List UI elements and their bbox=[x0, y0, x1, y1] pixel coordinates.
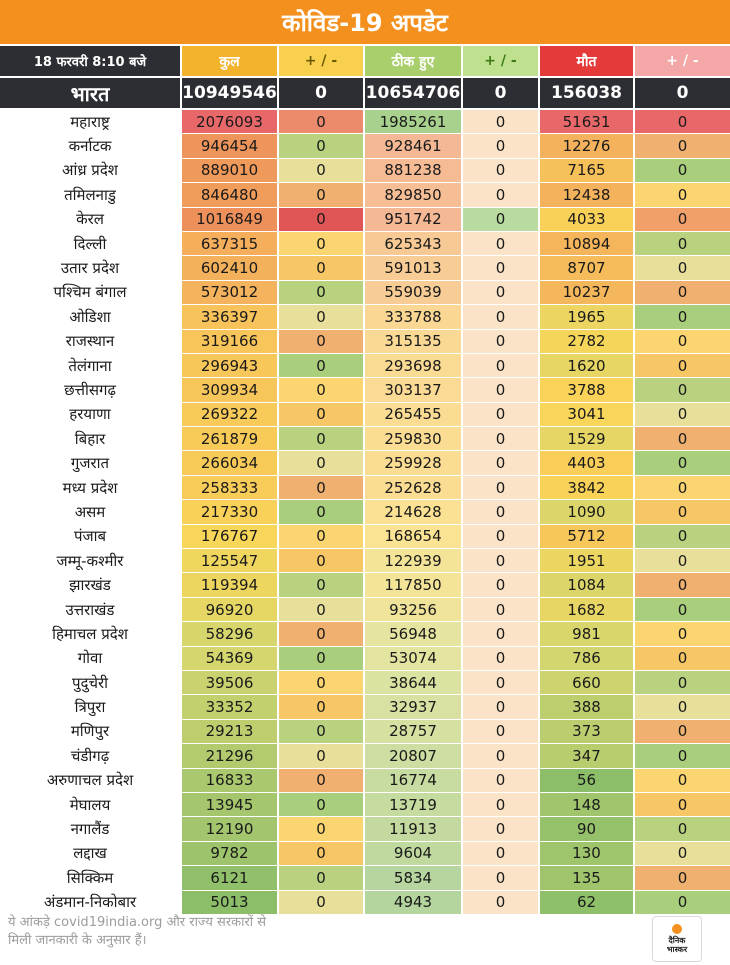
state-deaths: 8707 bbox=[540, 256, 635, 279]
state-recovered-change: 0 bbox=[463, 891, 540, 914]
state-name: कर्नाटक bbox=[0, 134, 182, 157]
state-name: छत्तीसगढ़ bbox=[0, 378, 182, 401]
state-recovered: 20807 bbox=[365, 744, 463, 767]
state-deaths-change: 0 bbox=[635, 769, 730, 792]
state-recovered-change: 0 bbox=[463, 817, 540, 840]
state-recovered: 122939 bbox=[365, 549, 463, 572]
india-recovered: 10654706 bbox=[365, 78, 463, 108]
table-row bbox=[0, 208, 730, 232]
table-row bbox=[0, 842, 730, 866]
state-deaths: 135 bbox=[540, 866, 635, 889]
state-deaths: 4033 bbox=[540, 208, 635, 231]
state-recovered-change: 0 bbox=[463, 110, 540, 133]
state-total-change: 0 bbox=[279, 183, 365, 206]
state-total: 176767 bbox=[182, 525, 279, 548]
state-name: बिहार bbox=[0, 427, 182, 450]
table-row bbox=[0, 451, 730, 475]
state-total-change: 0 bbox=[279, 354, 365, 377]
state-recovered-change: 0 bbox=[463, 622, 540, 645]
state-name: अरुणाचल प्रदेश bbox=[0, 769, 182, 792]
state-name: पंजाब bbox=[0, 525, 182, 548]
state-deaths: 51631 bbox=[540, 110, 635, 133]
state-total-change: 0 bbox=[279, 647, 365, 670]
state-name: दिल्ली bbox=[0, 232, 182, 255]
india-total-change: 0 bbox=[279, 78, 365, 108]
state-deaths: 90 bbox=[540, 817, 635, 840]
state-name: मध्य प्रदेश bbox=[0, 476, 182, 499]
state-recovered: 829850 bbox=[365, 183, 463, 206]
update-time: 18 फरवरी 8:10 बजे bbox=[0, 46, 182, 76]
state-total-change: 0 bbox=[279, 891, 365, 914]
table-row bbox=[0, 573, 730, 597]
state-deaths: 7165 bbox=[540, 159, 635, 182]
state-total-change: 0 bbox=[279, 817, 365, 840]
state-recovered-change: 0 bbox=[463, 208, 540, 231]
state-recovered-change: 0 bbox=[463, 769, 540, 792]
state-deaths: 981 bbox=[540, 622, 635, 645]
table-row bbox=[0, 330, 730, 354]
state-recovered: 117850 bbox=[365, 573, 463, 596]
state-deaths: 56 bbox=[540, 769, 635, 792]
state-deaths-change: 0 bbox=[635, 330, 730, 353]
state-recovered-change: 0 bbox=[463, 793, 540, 816]
state-total: 13945 bbox=[182, 793, 279, 816]
state-recovered: 32937 bbox=[365, 695, 463, 718]
state-recovered: 259928 bbox=[365, 451, 463, 474]
state-deaths: 3788 bbox=[540, 378, 635, 401]
table-row bbox=[0, 281, 730, 305]
state-name: अंडमान-निकोबार bbox=[0, 891, 182, 914]
state-recovered: 252628 bbox=[365, 476, 463, 499]
state-recovered: 625343 bbox=[365, 232, 463, 255]
state-total-change: 0 bbox=[279, 866, 365, 889]
state-total-change: 0 bbox=[279, 330, 365, 353]
table-row bbox=[0, 866, 730, 890]
state-recovered-change: 0 bbox=[463, 159, 540, 182]
state-total: 296943 bbox=[182, 354, 279, 377]
state-name: आंध्र प्रदेश bbox=[0, 159, 182, 182]
state-recovered-change: 0 bbox=[463, 305, 540, 328]
state-deaths: 347 bbox=[540, 744, 635, 767]
state-recovered: 293698 bbox=[365, 354, 463, 377]
state-total: 266034 bbox=[182, 451, 279, 474]
state-recovered-change: 0 bbox=[463, 281, 540, 304]
state-recovered-change: 0 bbox=[463, 427, 540, 450]
state-name: त्रिपुरा bbox=[0, 695, 182, 718]
state-name: मणिपुर bbox=[0, 720, 182, 743]
state-total-change: 0 bbox=[279, 281, 365, 304]
state-total: 258333 bbox=[182, 476, 279, 499]
state-total-change: 0 bbox=[279, 573, 365, 596]
state-deaths: 10894 bbox=[540, 232, 635, 255]
india-deaths: 156038 bbox=[540, 78, 635, 108]
state-deaths-change: 0 bbox=[635, 378, 730, 401]
state-deaths-change: 0 bbox=[635, 525, 730, 548]
state-name: तमिलनाडु bbox=[0, 183, 182, 206]
state-total-change: 0 bbox=[279, 671, 365, 694]
state-deaths-change: 0 bbox=[635, 281, 730, 304]
state-recovered-change: 0 bbox=[463, 451, 540, 474]
state-recovered-change: 0 bbox=[463, 403, 540, 426]
state-deaths-change: 0 bbox=[635, 183, 730, 206]
state-total-change: 0 bbox=[279, 769, 365, 792]
table-row bbox=[0, 476, 730, 500]
state-recovered-change: 0 bbox=[463, 476, 540, 499]
state-total-change: 0 bbox=[279, 232, 365, 255]
state-total: 309934 bbox=[182, 378, 279, 401]
state-recovered: 13719 bbox=[365, 793, 463, 816]
state-recovered-change: 0 bbox=[463, 647, 540, 670]
state-total: 6121 bbox=[182, 866, 279, 889]
table-row bbox=[0, 817, 730, 841]
state-recovered: 168654 bbox=[365, 525, 463, 548]
state-deaths: 4403 bbox=[540, 451, 635, 474]
state-recovered: 214628 bbox=[365, 500, 463, 523]
state-deaths-change: 0 bbox=[635, 744, 730, 767]
state-name: महाराष्ट्र bbox=[0, 110, 182, 133]
state-recovered: 333788 bbox=[365, 305, 463, 328]
state-deaths-change: 0 bbox=[635, 256, 730, 279]
state-deaths-change: 0 bbox=[635, 159, 730, 182]
source-note-line-2: मिली जानकारी के अनुसार हैं। bbox=[8, 933, 147, 948]
state-total: 946454 bbox=[182, 134, 279, 157]
state-recovered: 9604 bbox=[365, 842, 463, 865]
table-row bbox=[0, 695, 730, 719]
state-recovered: 4943 bbox=[365, 891, 463, 914]
state-total-change: 0 bbox=[279, 159, 365, 182]
dainik-bhaskar-logo bbox=[652, 916, 702, 962]
state-total-change: 0 bbox=[279, 622, 365, 645]
state-name: ओडिशा bbox=[0, 305, 182, 328]
state-deaths-change: 0 bbox=[635, 793, 730, 816]
table-row bbox=[0, 427, 730, 451]
table-row bbox=[0, 549, 730, 573]
table-row bbox=[0, 744, 730, 768]
state-recovered: 93256 bbox=[365, 598, 463, 621]
state-total: 336397 bbox=[182, 305, 279, 328]
state-total-change: 0 bbox=[279, 110, 365, 133]
state-total-change: 0 bbox=[279, 451, 365, 474]
state-deaths-change: 0 bbox=[635, 427, 730, 450]
table-row bbox=[0, 598, 730, 622]
state-recovered-change: 0 bbox=[463, 671, 540, 694]
header-total-change: + / - bbox=[279, 46, 365, 76]
state-deaths: 12276 bbox=[540, 134, 635, 157]
state-recovered: 38644 bbox=[365, 671, 463, 694]
table-row bbox=[0, 183, 730, 207]
table-row bbox=[0, 305, 730, 329]
state-total-change: 0 bbox=[279, 403, 365, 426]
state-deaths: 3041 bbox=[540, 403, 635, 426]
state-deaths-change: 0 bbox=[635, 110, 730, 133]
state-total: 16833 bbox=[182, 769, 279, 792]
state-total: 29213 bbox=[182, 720, 279, 743]
state-recovered: 56948 bbox=[365, 622, 463, 645]
state-total-change: 0 bbox=[279, 476, 365, 499]
state-deaths: 5712 bbox=[540, 525, 635, 548]
table-header bbox=[0, 46, 730, 76]
header-deaths-change: + / - bbox=[635, 46, 730, 76]
state-recovered-change: 0 bbox=[463, 549, 540, 572]
table-row bbox=[0, 354, 730, 378]
state-deaths: 1084 bbox=[540, 573, 635, 596]
state-deaths: 12438 bbox=[540, 183, 635, 206]
state-recovered-change: 0 bbox=[463, 744, 540, 767]
state-deaths: 1090 bbox=[540, 500, 635, 523]
state-total: 637315 bbox=[182, 232, 279, 255]
state-name: पश्चिम बंगाल bbox=[0, 281, 182, 304]
state-name: हरयाणा bbox=[0, 403, 182, 426]
state-recovered: 1985261 bbox=[365, 110, 463, 133]
state-name: पुदुचेरी bbox=[0, 671, 182, 694]
state-total-change: 0 bbox=[279, 598, 365, 621]
india-label: भारत bbox=[0, 78, 182, 108]
state-recovered-change: 0 bbox=[463, 183, 540, 206]
state-recovered-change: 0 bbox=[463, 695, 540, 718]
state-total: 261879 bbox=[182, 427, 279, 450]
state-name: केरल bbox=[0, 208, 182, 231]
state-total: 1016849 bbox=[182, 208, 279, 231]
state-recovered-change: 0 bbox=[463, 134, 540, 157]
state-total: 846480 bbox=[182, 183, 279, 206]
table-row bbox=[0, 671, 730, 695]
state-recovered-change: 0 bbox=[463, 525, 540, 548]
header-recovered: ठीक हुए bbox=[365, 46, 463, 76]
state-total-change: 0 bbox=[279, 134, 365, 157]
state-name: गोवा bbox=[0, 647, 182, 670]
table-row bbox=[0, 525, 730, 549]
state-total: 2076093 bbox=[182, 110, 279, 133]
state-total: 125547 bbox=[182, 549, 279, 572]
state-total: 602410 bbox=[182, 256, 279, 279]
state-name: उत्तराखंड bbox=[0, 598, 182, 621]
state-name: गुजरात bbox=[0, 451, 182, 474]
table-row bbox=[0, 110, 730, 134]
state-deaths-change: 0 bbox=[635, 354, 730, 377]
state-total: 58296 bbox=[182, 622, 279, 645]
state-name: असम bbox=[0, 500, 182, 523]
state-deaths: 1682 bbox=[540, 598, 635, 621]
source-note-line-1: ये आंकड़े covid19india.org और राज्य सरकारों से bbox=[8, 915, 267, 930]
state-deaths-change: 0 bbox=[635, 695, 730, 718]
state-total: 96920 bbox=[182, 598, 279, 621]
state-recovered-change: 0 bbox=[463, 866, 540, 889]
state-recovered: 53074 bbox=[365, 647, 463, 670]
state-recovered: 16774 bbox=[365, 769, 463, 792]
state-recovered: 303137 bbox=[365, 378, 463, 401]
state-recovered-change: 0 bbox=[463, 330, 540, 353]
state-total: 573012 bbox=[182, 281, 279, 304]
header-recovered-change: + / - bbox=[463, 46, 540, 76]
state-total: 33352 bbox=[182, 695, 279, 718]
table-row bbox=[0, 647, 730, 671]
state-total: 217330 bbox=[182, 500, 279, 523]
state-total: 12190 bbox=[182, 817, 279, 840]
state-recovered: 5834 bbox=[365, 866, 463, 889]
state-deaths-change: 0 bbox=[635, 573, 730, 596]
india-recovered-change: 0 bbox=[463, 78, 540, 108]
state-deaths-change: 0 bbox=[635, 891, 730, 914]
state-deaths-change: 0 bbox=[635, 866, 730, 889]
state-name: नगालैंड bbox=[0, 817, 182, 840]
state-name: झारखंड bbox=[0, 573, 182, 596]
state-total-change: 0 bbox=[279, 549, 365, 572]
state-recovered-change: 0 bbox=[463, 598, 540, 621]
state-name: तेलंगाना bbox=[0, 354, 182, 377]
india-total-row bbox=[0, 78, 730, 108]
state-recovered-change: 0 bbox=[463, 842, 540, 865]
state-deaths: 62 bbox=[540, 891, 635, 914]
state-total-change: 0 bbox=[279, 256, 365, 279]
state-deaths: 786 bbox=[540, 647, 635, 670]
state-deaths: 130 bbox=[540, 842, 635, 865]
state-total: 5013 bbox=[182, 891, 279, 914]
state-recovered: 315135 bbox=[365, 330, 463, 353]
header-deaths: मौत bbox=[540, 46, 635, 76]
state-name: लद्दाख bbox=[0, 842, 182, 865]
state-total-change: 0 bbox=[279, 744, 365, 767]
state-recovered: 591013 bbox=[365, 256, 463, 279]
state-recovered: 259830 bbox=[365, 427, 463, 450]
state-recovered-change: 0 bbox=[463, 500, 540, 523]
state-total-change: 0 bbox=[279, 427, 365, 450]
table-row bbox=[0, 793, 730, 817]
table-row bbox=[0, 622, 730, 646]
state-deaths: 1620 bbox=[540, 354, 635, 377]
state-total: 889010 bbox=[182, 159, 279, 182]
state-deaths: 3842 bbox=[540, 476, 635, 499]
state-recovered: 28757 bbox=[365, 720, 463, 743]
state-recovered: 881238 bbox=[365, 159, 463, 182]
state-name: उतार प्रदेश bbox=[0, 256, 182, 279]
state-name: सिक्किम bbox=[0, 866, 182, 889]
state-recovered-change: 0 bbox=[463, 720, 540, 743]
state-total: 119394 bbox=[182, 573, 279, 596]
source-note bbox=[8, 914, 368, 950]
state-deaths-change: 0 bbox=[635, 671, 730, 694]
state-total-change: 0 bbox=[279, 378, 365, 401]
state-total-change: 0 bbox=[279, 208, 365, 231]
state-deaths-change: 0 bbox=[635, 598, 730, 621]
state-recovered-change: 0 bbox=[463, 256, 540, 279]
state-deaths: 2782 bbox=[540, 330, 635, 353]
state-recovered-change: 0 bbox=[463, 573, 540, 596]
page-title: कोविड-19 अपडेट bbox=[0, 0, 730, 44]
state-total-change: 0 bbox=[279, 793, 365, 816]
state-name: जम्मू-कश्मीर bbox=[0, 549, 182, 572]
table-row bbox=[0, 891, 730, 915]
state-deaths-change: 0 bbox=[635, 208, 730, 231]
state-deaths: 10237 bbox=[540, 281, 635, 304]
state-recovered: 11913 bbox=[365, 817, 463, 840]
state-recovered: 951742 bbox=[365, 208, 463, 231]
table-row bbox=[0, 159, 730, 183]
state-total-change: 0 bbox=[279, 500, 365, 523]
state-recovered-change: 0 bbox=[463, 232, 540, 255]
table-row bbox=[0, 256, 730, 280]
table-row bbox=[0, 378, 730, 402]
state-recovered: 265455 bbox=[365, 403, 463, 426]
state-name: मेघालय bbox=[0, 793, 182, 816]
state-total: 21296 bbox=[182, 744, 279, 767]
state-name: राजस्थान bbox=[0, 330, 182, 353]
state-deaths: 1529 bbox=[540, 427, 635, 450]
table-row bbox=[0, 403, 730, 427]
state-total-change: 0 bbox=[279, 842, 365, 865]
state-recovered: 928461 bbox=[365, 134, 463, 157]
state-deaths-change: 0 bbox=[635, 549, 730, 572]
state-total-change: 0 bbox=[279, 720, 365, 743]
table-row bbox=[0, 134, 730, 158]
state-total: 9782 bbox=[182, 842, 279, 865]
state-recovered-change: 0 bbox=[463, 354, 540, 377]
state-deaths-change: 0 bbox=[635, 476, 730, 499]
india-deaths-change: 0 bbox=[676, 83, 689, 103]
logo-line-2: भास्कर bbox=[666, 945, 688, 954]
state-name: चंडीगढ़ bbox=[0, 744, 182, 767]
state-total: 319166 bbox=[182, 330, 279, 353]
state-total: 39506 bbox=[182, 671, 279, 694]
state-deaths: 1951 bbox=[540, 549, 635, 572]
state-deaths-change: 0 bbox=[635, 720, 730, 743]
state-deaths-change: 0 bbox=[635, 403, 730, 426]
state-deaths-change: 0 bbox=[635, 817, 730, 840]
state-deaths-change: 0 bbox=[635, 134, 730, 157]
state-recovered-change: 0 bbox=[463, 378, 540, 401]
state-deaths-change: 0 bbox=[635, 622, 730, 645]
state-deaths-change: 0 bbox=[635, 647, 730, 670]
state-deaths: 1965 bbox=[540, 305, 635, 328]
state-deaths: 660 bbox=[540, 671, 635, 694]
state-total: 54369 bbox=[182, 647, 279, 670]
state-total-change: 0 bbox=[279, 525, 365, 548]
state-deaths: 148 bbox=[540, 793, 635, 816]
state-recovered: 559039 bbox=[365, 281, 463, 304]
india-total: 10949546 bbox=[182, 78, 279, 108]
state-deaths-change: 0 bbox=[635, 305, 730, 328]
table-row bbox=[0, 500, 730, 524]
table-row bbox=[0, 720, 730, 744]
state-total-change: 0 bbox=[279, 305, 365, 328]
state-deaths-change: 0 bbox=[635, 842, 730, 865]
state-deaths-change: 0 bbox=[635, 500, 730, 523]
state-table bbox=[0, 110, 730, 915]
table-row bbox=[0, 769, 730, 793]
table-row bbox=[0, 232, 730, 256]
sun-icon bbox=[672, 924, 682, 934]
state-deaths: 388 bbox=[540, 695, 635, 718]
state-deaths-change: 0 bbox=[635, 232, 730, 255]
state-deaths: 373 bbox=[540, 720, 635, 743]
state-total: 269322 bbox=[182, 403, 279, 426]
state-name: हिमाचल प्रदेश bbox=[0, 622, 182, 645]
state-total-change: 0 bbox=[279, 695, 365, 718]
logo-line-1: दैनिक bbox=[668, 936, 686, 945]
header-total: कुल bbox=[182, 46, 279, 76]
state-deaths-change: 0 bbox=[635, 451, 730, 474]
